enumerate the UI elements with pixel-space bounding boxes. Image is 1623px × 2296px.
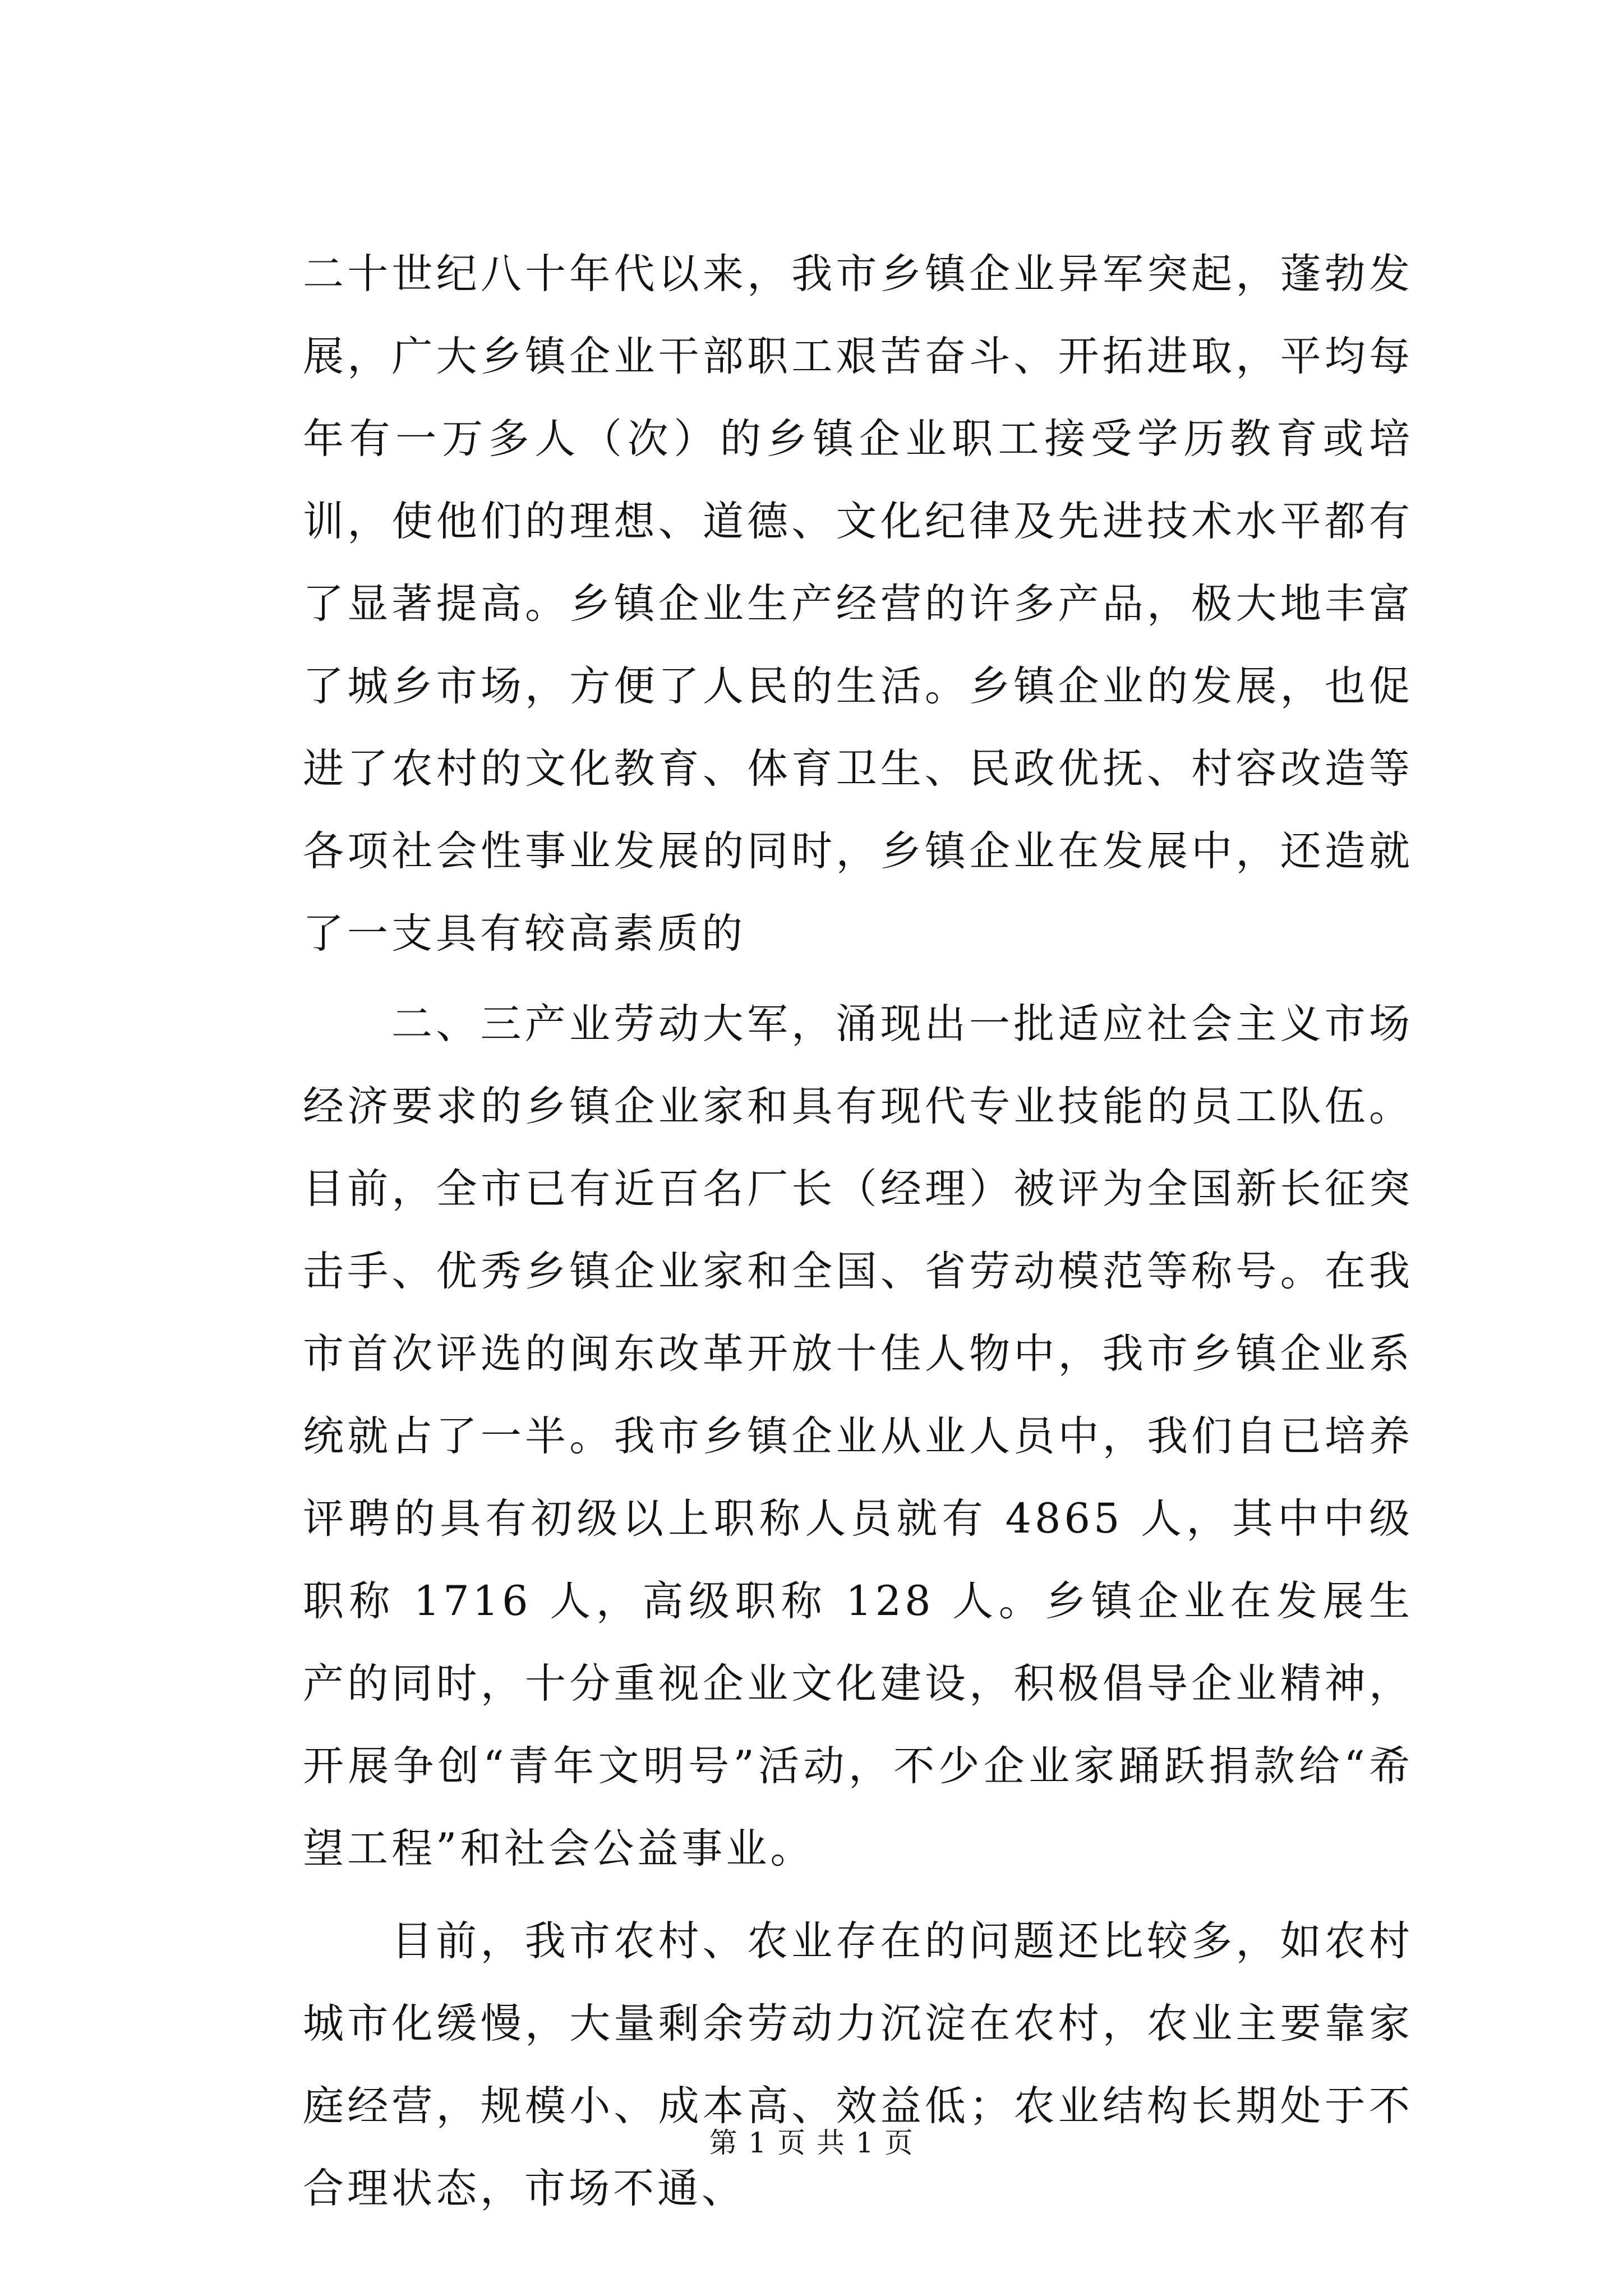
body-text	[303, 233, 1413, 2230]
paragraph-3: 目前，我市农村、农业存在的问题还比较多，如农村城市化缓慢，大量剩余劳动力沉淀在农村，农业主要靠家庭经营，规模小、成本高、效益低；农业结构长期处于不合理状态，市场不通、	[303, 1917, 1413, 2212]
paragraph-2: 二、三产业劳动大军，涌现出一批适应社会主义市场经济要求的乡镇企业家和具有现代专业技能的员工队伍。目前，全市已有近百名厂长（经理）被评为全国新长征突击手、优秀乡镇企业家和全国、省劳动模范等称号。在我市首次评选的闽东改革开放十佳人物中，我市乡镇企业系统就占了一半。我市乡镇企业从业人员中，我们自已培养评聘的具有初级以上职称人员就有 4865 人，其中中级职称 1716 人，高级职称 128 人。乡镇企业在发展生产的同时，十分重视企业文化建设，积极倡导企业精神，开展争创“青年文明号”活动，不少企业家踊跃捐款给“希望工程”和社会公益事业。	[303, 1000, 1413, 1872]
page-footer: 第 1 页 共 1 页	[709, 2127, 914, 2159]
paragraph-1: 二十世纪八十年代以来，我市乡镇企业异军突起，蓬勃发展，广大乡镇企业干部职工艰苦奋斗、开拓进取，平均每年有一万多人（次）的乡镇企业职工接受学历教育或培训，使他们的理想、道德、文化纪律及先进技术水平都有了显著提高。乡镇企业生产经营的许多产品，极大地丰富了城乡市场，方便了人民的生活。乡镇企业的发展，也促进了农村的文化教育、体育卫生、民政优抚、村容改造等各项社会性事业发展的同时，乡镇企业在发展中，还造就了一支具有较高素质的	[303, 250, 1413, 958]
